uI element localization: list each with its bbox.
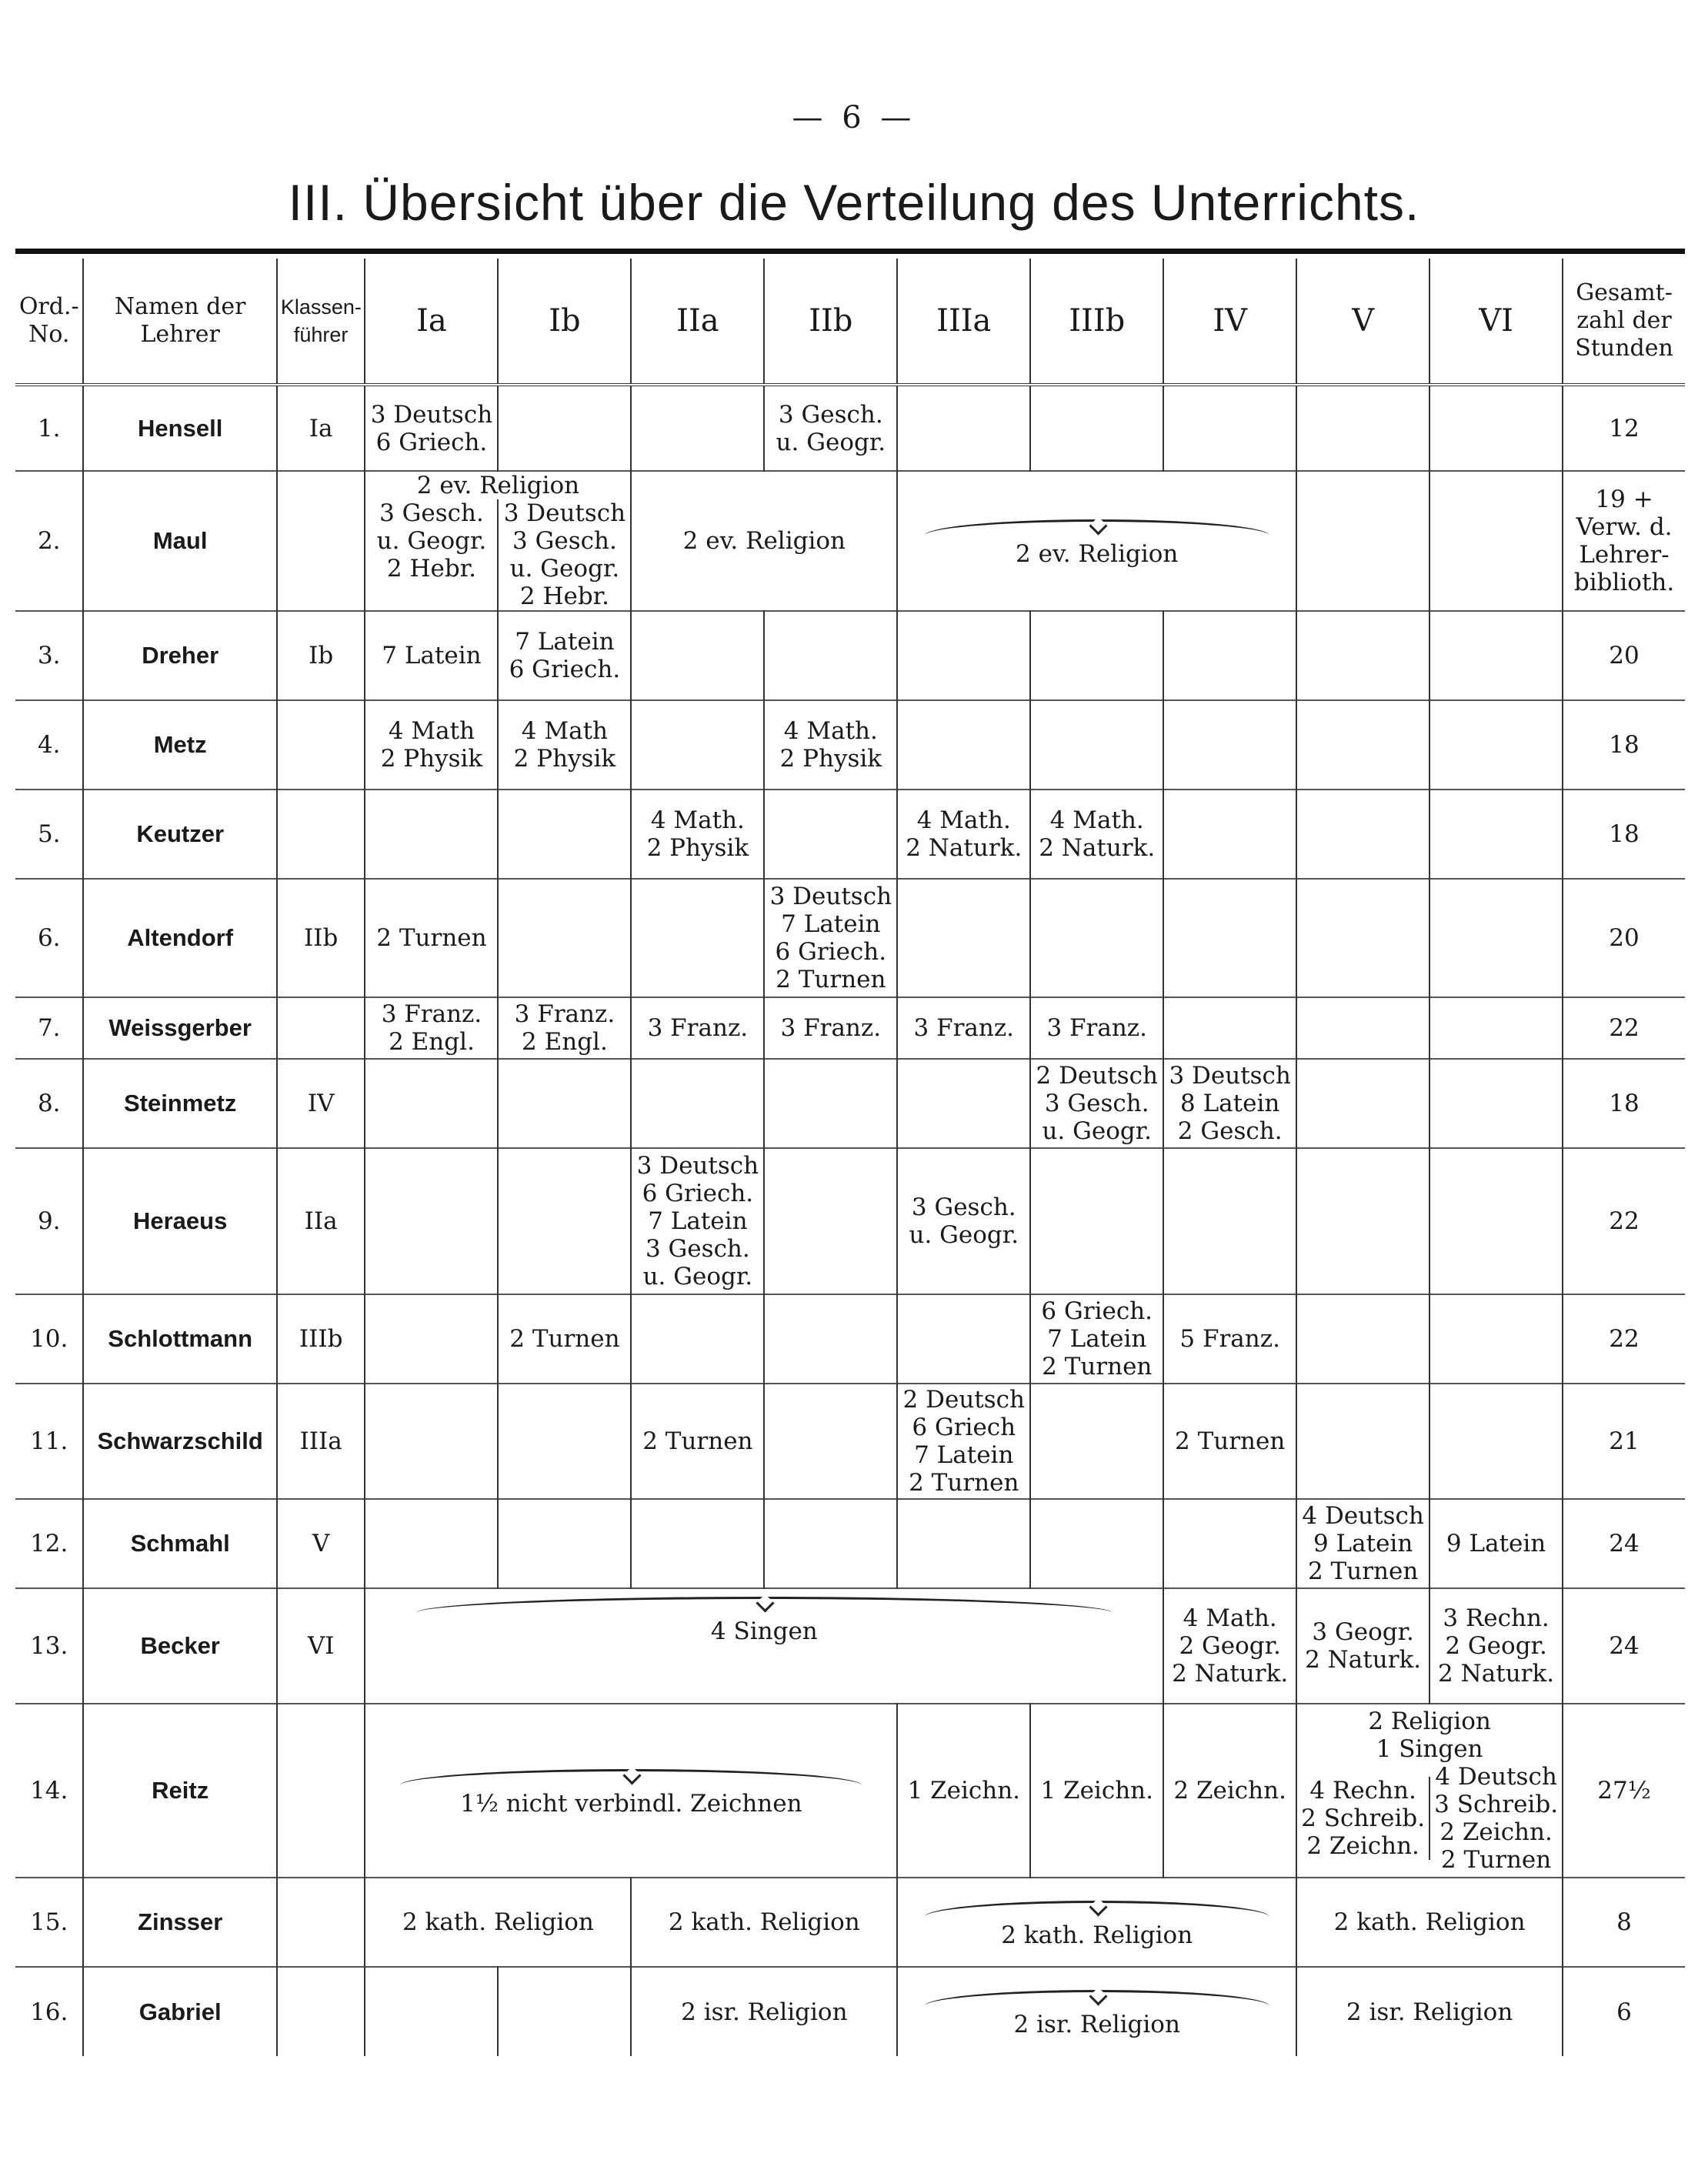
teacher-name: Schlottmann: [83, 1294, 276, 1384]
lesson-cell: 7 Latein: [365, 611, 498, 700]
lesson-cell: [365, 1294, 498, 1384]
lesson-cell: [764, 1148, 897, 1294]
lesson-cell: [764, 790, 897, 879]
brace-icon: [400, 1769, 862, 1785]
lesson-cell: [1296, 790, 1429, 879]
ord-cell: 13.: [15, 1588, 83, 1704]
total-hours: 8: [1563, 1878, 1685, 1967]
class-leader: IV: [277, 1059, 365, 1148]
table-row: [15, 1148, 1685, 1294]
lesson-cell: 2 ev. Religion: [897, 471, 1296, 611]
lesson-cell: 2 kath. Religion: [365, 1878, 631, 1967]
lesson-cell: [498, 1967, 631, 2056]
lesson-cell: 4 Math 2 Physik: [498, 700, 631, 790]
lesson-cell: 2 Turnen: [1163, 1384, 1296, 1499]
lesson-cell: [365, 1059, 498, 1148]
lesson-cell: 2 kath. Religion: [1296, 1878, 1563, 1967]
header-class-iv: IV: [1163, 259, 1296, 385]
header-total: Gesamt- zahl der Stunden: [1563, 259, 1685, 385]
span-top-label: 2 ev. Religion: [416, 472, 580, 499]
lesson-cell: 4 Deutsch 9 Latein 2 Turnen: [1296, 1499, 1429, 1588]
lesson-cell: [1030, 879, 1163, 997]
table-row: [15, 385, 1685, 471]
lesson-cell: [498, 1148, 631, 1294]
teacher-name: Dreher: [83, 611, 276, 700]
table-row: [15, 1588, 1685, 1704]
ord-cell: 12.: [15, 1499, 83, 1588]
lesson-cell: [897, 879, 1030, 997]
ord-cell: 1.: [15, 385, 83, 471]
total-hours: 21: [1563, 1384, 1685, 1499]
lesson-cell: [1429, 1294, 1563, 1384]
lesson-cell: [1030, 611, 1163, 700]
header-ord: Ord.- No.: [15, 259, 83, 385]
total-hours: 20: [1563, 879, 1685, 997]
teacher-name: Heraeus: [83, 1148, 276, 1294]
brace-icon: [925, 519, 1269, 536]
class-leader: Ib: [277, 611, 365, 700]
lesson-cell: 1 Zeichn.: [897, 1704, 1030, 1878]
lesson-cell: [365, 471, 631, 611]
total-hours: 18: [1563, 700, 1685, 790]
lesson-cell: 2 Zeichn.: [1163, 1704, 1296, 1878]
lesson-cell: [1163, 700, 1296, 790]
lesson-cell: [897, 611, 1030, 700]
lesson-cell: [1296, 1148, 1429, 1294]
lesson-cell: 4 Math. 2 Naturk.: [897, 790, 1030, 879]
lesson-cell: 2 Turnen: [365, 879, 498, 997]
lesson-cell: [1296, 611, 1429, 700]
lesson-cell: 3 Franz.: [897, 997, 1030, 1059]
lesson-cell: [764, 611, 897, 700]
lesson-cell: 3 Gesch. u. Geogr.: [897, 1148, 1030, 1294]
lesson-cell: [764, 1294, 897, 1384]
lesson-cell: [631, 879, 764, 997]
table-row: [15, 471, 1685, 611]
lesson-cell: [764, 1059, 897, 1148]
lesson-cell: 3 Franz. 2 Engl.: [498, 997, 631, 1059]
lesson-cell: [631, 1059, 764, 1148]
table-row: [15, 700, 1685, 790]
header-name: Namen der Lehrer: [83, 259, 276, 385]
class-leader: [277, 1704, 365, 1878]
total-hours: 24: [1563, 1499, 1685, 1588]
ord-cell: 7.: [15, 997, 83, 1059]
total-hours: 12: [1563, 385, 1685, 471]
lesson-cell: [1163, 385, 1296, 471]
lesson-cell: [1429, 700, 1563, 790]
class-leader: [277, 1878, 365, 1967]
lesson-cell: 3 Gesch. u. Geogr.: [764, 385, 897, 471]
class-leader: VI: [277, 1588, 365, 1704]
lesson-cell: 3 Rechn. 2 Geogr. 2 Naturk.: [1429, 1588, 1563, 1704]
teacher-name: Becker: [83, 1588, 276, 1704]
lesson-cell: 3 Deutsch 6 Griech.: [365, 385, 498, 471]
header-class-iiia: IIIa: [897, 259, 1030, 385]
ord-cell: 11.: [15, 1384, 83, 1499]
lesson-cell: [1163, 611, 1296, 700]
ord-cell: 15.: [15, 1878, 83, 1967]
lesson-cell: [631, 385, 764, 471]
class-leader: [277, 700, 365, 790]
lesson-cell: 2 kath. Religion: [631, 1878, 897, 1967]
lesson-cell: [897, 700, 1030, 790]
teacher-name: Schmahl: [83, 1499, 276, 1588]
class-leader: IIa: [277, 1148, 365, 1294]
lesson-cell: [1296, 1294, 1429, 1384]
table-row: [15, 1704, 1685, 1878]
lesson-cell: 4 Math. 2 Naturk.: [1030, 790, 1163, 879]
lesson-cell: [1030, 1499, 1163, 1588]
lesson-cell: [1429, 611, 1563, 700]
lesson-cell: [1163, 790, 1296, 879]
lesson-cell: 2 Deutsch 3 Gesch. u. Geogr.: [1030, 1059, 1163, 1148]
ord-cell: 14.: [15, 1704, 83, 1878]
lesson-cell: [631, 611, 764, 700]
class-leader: [277, 790, 365, 879]
ord-cell: 5.: [15, 790, 83, 879]
lesson-cell: 6 Griech. 7 Latein 2 Turnen: [1030, 1294, 1163, 1384]
table-row: [15, 997, 1685, 1059]
ord-cell: 9.: [15, 1148, 83, 1294]
lesson-cell: [1163, 1499, 1296, 1588]
lesson-cell: [897, 1059, 1030, 1148]
lesson-cell: 3 Deutsch 7 Latein 6 Griech. 2 Turnen: [764, 879, 897, 997]
ord-cell: 8.: [15, 1059, 83, 1148]
header-class-v: V: [1296, 259, 1429, 385]
lesson-cell: [498, 1499, 631, 1588]
class-leader: IIIb: [277, 1294, 365, 1384]
lesson-cell: 4 Math. 2 Geogr. 2 Naturk.: [1163, 1588, 1296, 1704]
total-hours: 22: [1563, 997, 1685, 1059]
lesson-cell: [1030, 385, 1163, 471]
lesson-cell: [764, 1499, 897, 1588]
table-row: [15, 1499, 1685, 1588]
teacher-name: Reitz: [83, 1704, 276, 1878]
table-row: [15, 611, 1685, 700]
ord-cell: 10.: [15, 1294, 83, 1384]
lesson-cell: [1429, 1059, 1563, 1148]
lesson-cell: 2 isr. Religion: [897, 1967, 1296, 2056]
teaching-distribution-table: [15, 259, 1685, 2056]
lesson-cell: [1296, 1704, 1563, 1878]
lesson-cell: [1429, 790, 1563, 879]
page-number: — 6 —: [792, 100, 916, 135]
total-hours: 24: [1563, 1588, 1685, 1704]
lesson-cell: [1296, 997, 1429, 1059]
lesson-cell: 3 Geogr. 2 Naturk.: [1296, 1588, 1429, 1704]
lesson-cell: 2 Deutsch 6 Griech 7 Latein 2 Turnen: [897, 1384, 1030, 1499]
teacher-name: Keutzer: [83, 790, 276, 879]
lesson-cell: [498, 790, 631, 879]
lesson-cell: [1296, 471, 1429, 611]
teacher-name: Maul: [83, 471, 276, 611]
lesson-cell-ib: 3 Deutsch 3 Gesch. u. Geogr. 2 Hebr.: [503, 499, 626, 610]
lesson-cell: [631, 700, 764, 790]
total-hours: 19 + Verw. d. Lehrer- biblioth.: [1563, 471, 1685, 611]
table-row: [15, 1294, 1685, 1384]
lesson-cell: 3 Franz.: [764, 997, 897, 1059]
lesson-cell: [1429, 879, 1563, 997]
lesson-cell: 2 Turnen: [498, 1294, 631, 1384]
lesson-cell: 1 Zeichn.: [1030, 1704, 1163, 1878]
ord-cell: 3.: [15, 611, 83, 700]
ord-cell: 16.: [15, 1967, 83, 2056]
header-row: [15, 259, 1685, 385]
teacher-name: Metz: [83, 700, 276, 790]
page-title: III. Übersicht über die Verteilung des Unterrichts.: [288, 174, 1420, 231]
lesson-cell: [1429, 997, 1563, 1059]
lesson-cell: [897, 385, 1030, 471]
header-class-ib: Ib: [498, 259, 631, 385]
lesson-cell: [1429, 471, 1563, 611]
lesson-cell: 4 Math 2 Physik: [365, 700, 498, 790]
lesson-cell: 5 Franz.: [1163, 1294, 1296, 1384]
lesson-cell: [1429, 1384, 1563, 1499]
lesson-cell: [1030, 1384, 1163, 1499]
header-class-iiib: IIIb: [1030, 259, 1163, 385]
class-leader: IIb: [277, 879, 365, 997]
lesson-cell: [1163, 879, 1296, 997]
lesson-cell-v: 4 Rechn. 2 Schreib. 2 Zeichn.: [1297, 1777, 1430, 1860]
class-leader: [277, 1967, 365, 2056]
lesson-cell: [897, 1294, 1030, 1384]
lesson-cell: [1296, 1384, 1429, 1499]
top-rule: [15, 249, 1685, 254]
lesson-cell: 2 ev. Religion: [631, 471, 897, 611]
total-hours: 18: [1563, 790, 1685, 879]
lesson-cell: 4 Singen: [365, 1588, 1163, 1704]
lesson-cell: 3 Franz.: [1030, 997, 1163, 1059]
table-row: [15, 1059, 1685, 1148]
lesson-cell: 2 kath. Religion: [897, 1878, 1296, 1967]
lesson-cell: [1429, 385, 1563, 471]
lesson-cell: 9 Latein: [1429, 1499, 1563, 1588]
lesson-cell: [498, 385, 631, 471]
table-row: [15, 1967, 1685, 2056]
lesson-cell: [498, 879, 631, 997]
lesson-cell: 3 Franz. 2 Engl.: [365, 997, 498, 1059]
ord-cell: 6.: [15, 879, 83, 997]
lesson-cell: [365, 1384, 498, 1499]
header-class-vi: VI: [1429, 259, 1563, 385]
lesson-cell: [1163, 997, 1296, 1059]
lesson-cell: [1030, 1148, 1163, 1294]
lesson-cell: [1296, 700, 1429, 790]
lesson-cell: [1163, 1148, 1296, 1294]
lesson-cell: [365, 1499, 498, 1588]
lesson-cell-vi: 4 Deutsch 3 Schreib. 2 Zeichn. 2 Turnen: [1434, 1763, 1559, 1874]
lesson-cell: [1296, 1059, 1429, 1148]
brace-icon: [925, 1990, 1269, 2006]
lesson-cell: [365, 1148, 498, 1294]
span-top-label: 2 Religion 1 Singen: [1368, 1708, 1491, 1763]
total-hours: 22: [1563, 1294, 1685, 1384]
lesson-cell: 2 isr. Religion: [631, 1967, 897, 2056]
lesson-cell: 2 Turnen: [631, 1384, 764, 1499]
ord-cell: 2.: [15, 471, 83, 611]
teacher-name: Hensell: [83, 385, 276, 471]
brace-icon: [416, 1597, 1112, 1613]
teacher-name: Schwarzschild: [83, 1384, 276, 1499]
total-hours: 20: [1563, 611, 1685, 700]
lesson-cell: 7 Latein 6 Griech.: [498, 611, 631, 700]
lesson-cell: 3 Deutsch 8 Latein 2 Gesch.: [1163, 1059, 1296, 1148]
lesson-cell: [365, 790, 498, 879]
header-klassenfuehrer: Klassen- führer: [277, 259, 365, 385]
total-hours: 6: [1563, 1967, 1685, 2056]
lesson-cell: [1296, 385, 1429, 471]
lesson-cell: 1½ nicht verbindl. Zeichnen: [365, 1704, 897, 1878]
header-class-iib: IIb: [764, 259, 897, 385]
teacher-name: Weissgerber: [83, 997, 276, 1059]
header-class-ia: Ia: [365, 259, 498, 385]
total-hours: 22: [1563, 1148, 1685, 1294]
brace-icon: [925, 1901, 1269, 1917]
class-leader: IIIa: [277, 1384, 365, 1499]
lesson-cell: 4 Math. 2 Physik: [764, 700, 897, 790]
lesson-cell: [631, 1294, 764, 1384]
teacher-name: Zinsser: [83, 1878, 276, 1967]
lesson-cell: 2 isr. Religion: [1296, 1967, 1563, 2056]
table-row: [15, 1878, 1685, 1967]
lesson-cell: [764, 1384, 897, 1499]
ord-cell: 4.: [15, 700, 83, 790]
lesson-cell: [1296, 879, 1429, 997]
table-row: [15, 879, 1685, 997]
class-leader: Ia: [277, 385, 365, 471]
total-hours: 18: [1563, 1059, 1685, 1148]
class-leader: V: [277, 1499, 365, 1588]
teacher-name: Gabriel: [83, 1967, 276, 2056]
lesson-cell: [1429, 1148, 1563, 1294]
class-leader: [277, 997, 365, 1059]
header-class-iia: IIa: [631, 259, 764, 385]
lesson-cell-ia: 3 Gesch. u. Geogr. 2 Hebr.: [365, 499, 499, 610]
lesson-cell: [498, 1059, 631, 1148]
lesson-cell: [897, 1499, 1030, 1588]
lesson-cell: 3 Franz.: [631, 997, 764, 1059]
lesson-cell: [365, 1967, 498, 2056]
table-row: [15, 790, 1685, 879]
lesson-cell: [631, 1499, 764, 1588]
teacher-name: Altendorf: [83, 879, 276, 997]
lesson-cell: 3 Deutsch 6 Griech. 7 Latein 3 Gesch. u. Geogr.: [631, 1148, 764, 1294]
table-row: [15, 1384, 1685, 1499]
lesson-cell: [498, 1384, 631, 1499]
teacher-name: Steinmetz: [83, 1059, 276, 1148]
lesson-cell: [1030, 700, 1163, 790]
lesson-cell: 4 Math. 2 Physik: [631, 790, 764, 879]
total-hours: 27½: [1563, 1704, 1685, 1878]
class-leader: [277, 471, 365, 611]
